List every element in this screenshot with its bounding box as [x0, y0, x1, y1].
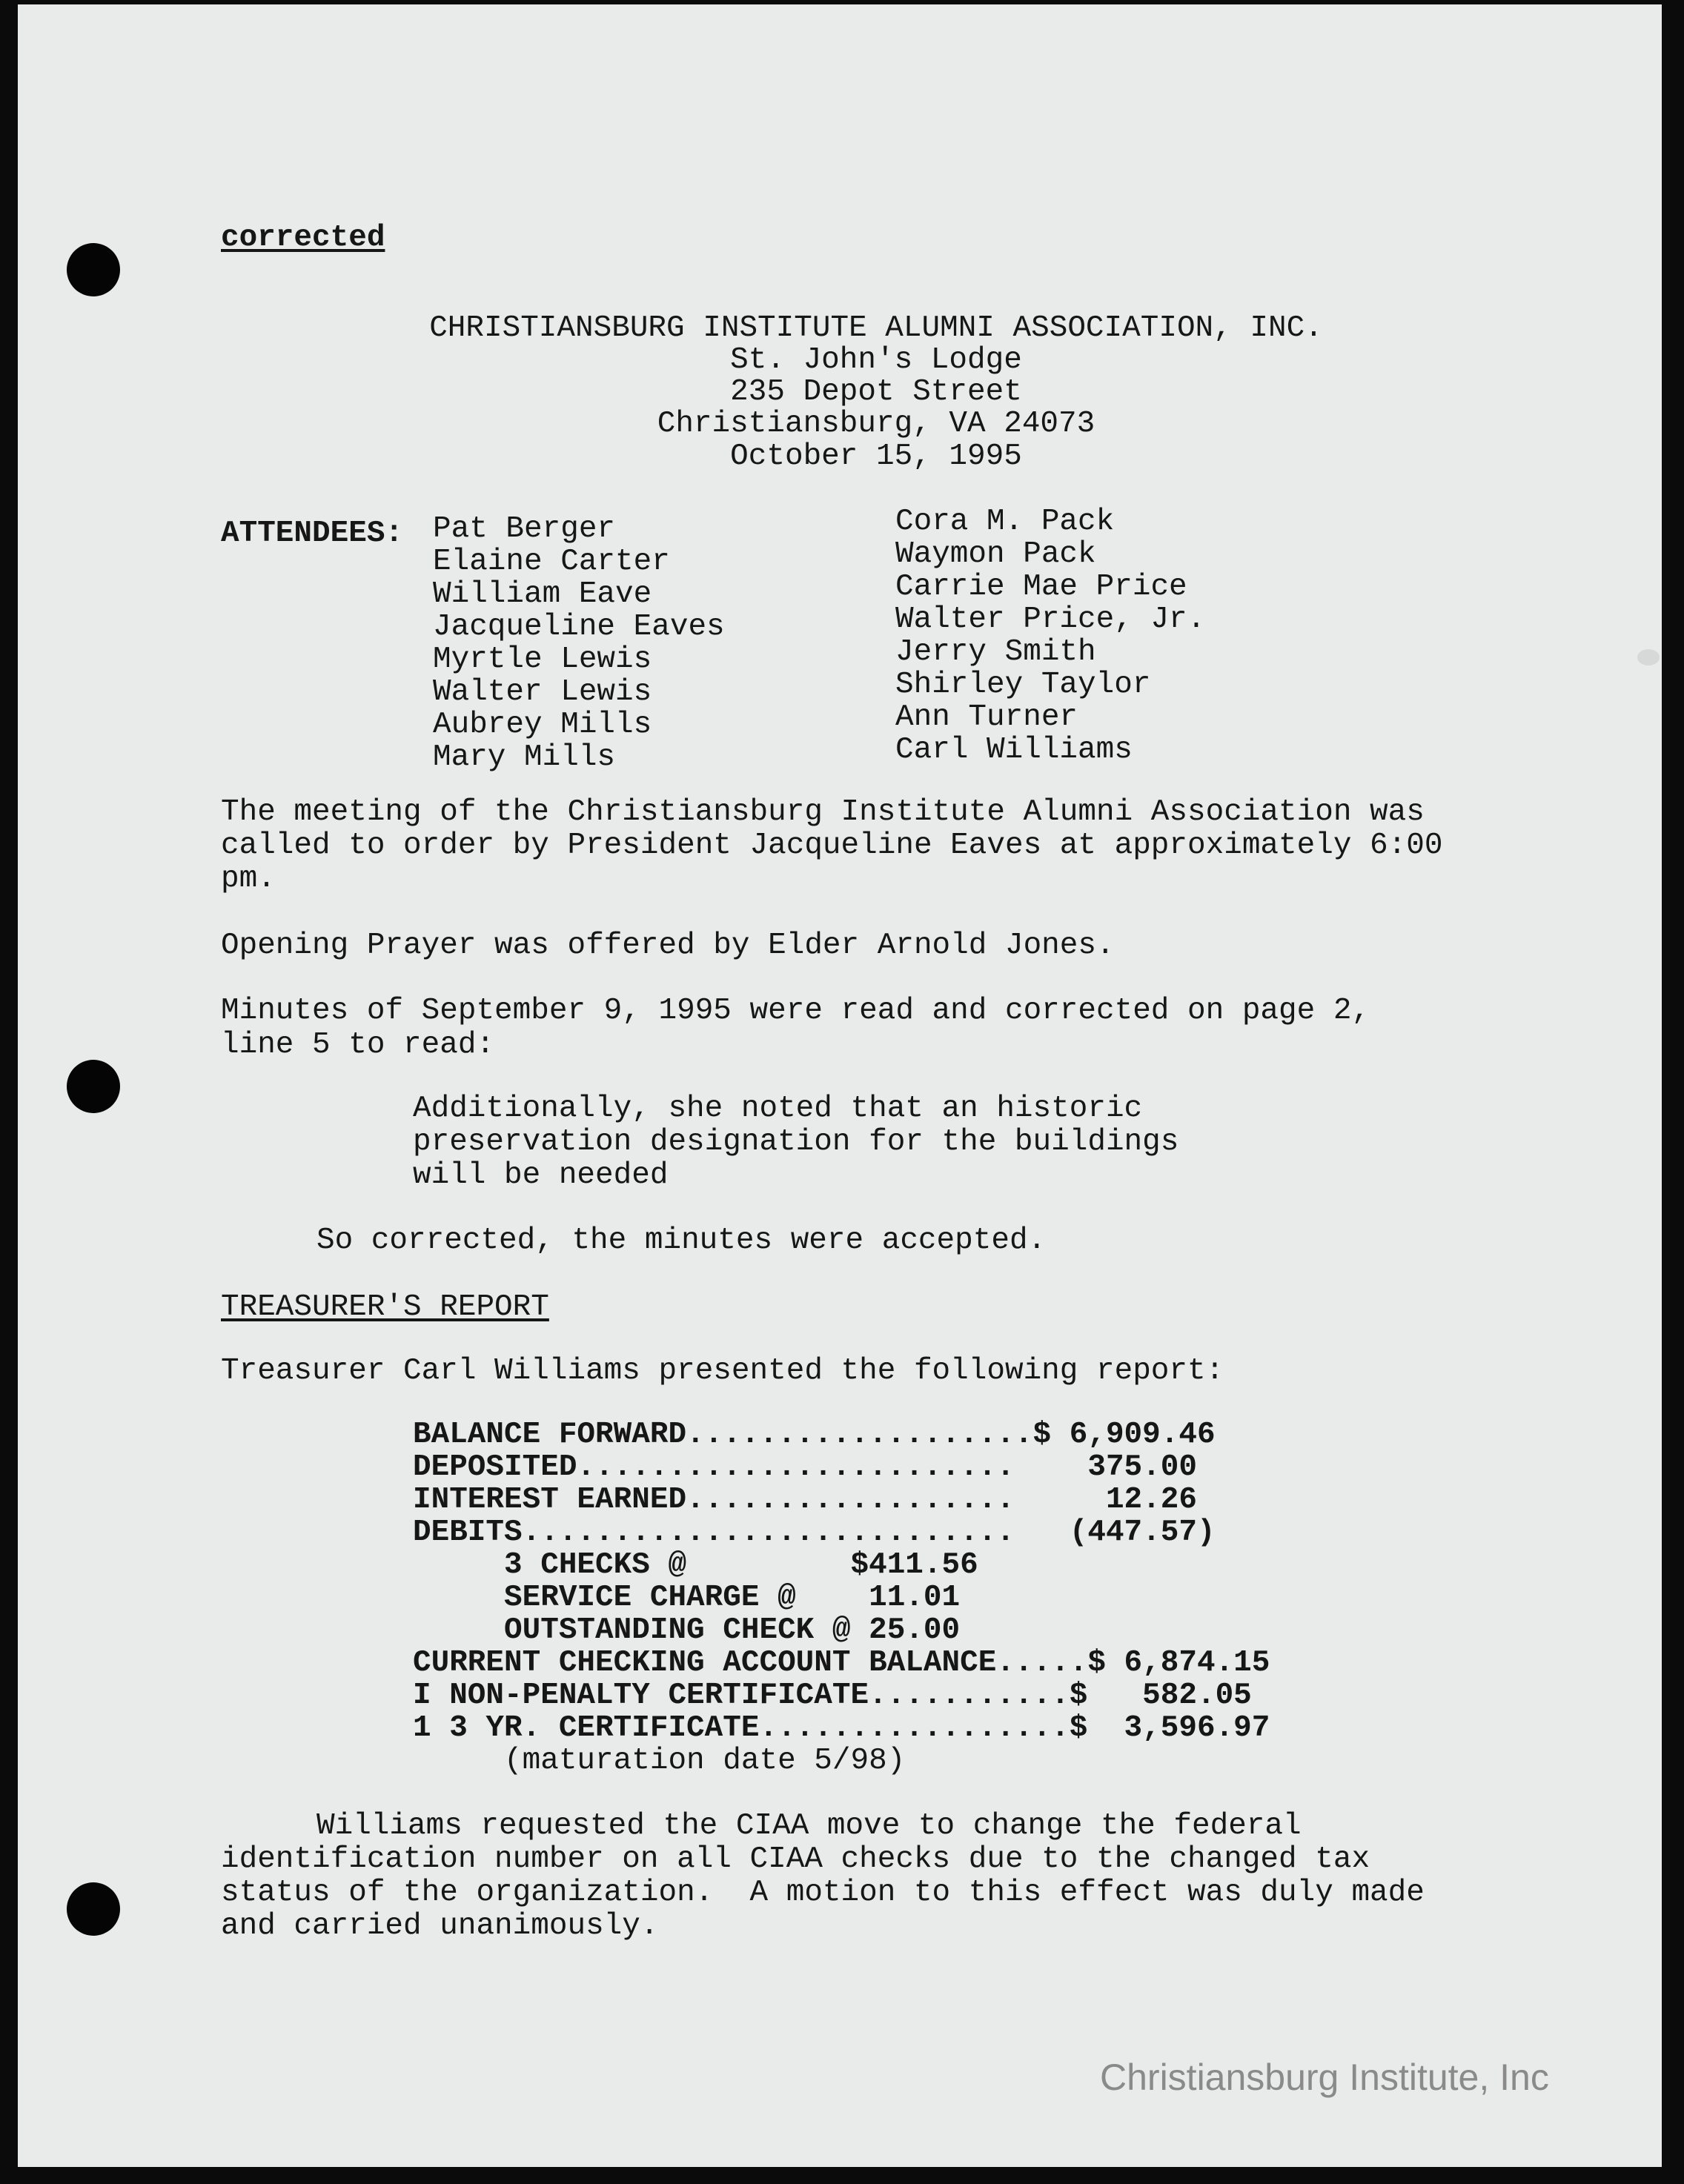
- minutes-line: line 5 to read:: [221, 1028, 495, 1062]
- report-line: 3 CHECKS @ $411.56: [413, 1548, 978, 1582]
- report-line: INTEREST EARNED.................. 12.26: [413, 1483, 1197, 1517]
- treasurer-heading: TREASURER'S REPORT: [221, 1290, 549, 1324]
- report-line: SERVICE CHARGE @ 11.01: [413, 1581, 961, 1615]
- call-to-order-line: The meeting of the Christiansburg Institute Alumni Association was: [221, 795, 1425, 829]
- report-line: BALANCE FORWARD...................$ 6,909.46: [413, 1418, 1216, 1452]
- minutes-accepted: So corrected, the minutes were accepted.: [316, 1224, 1047, 1258]
- attendee-name: Ann Turner: [895, 700, 1078, 734]
- paper-smudge: [1637, 649, 1660, 666]
- org-title: CHRISTIANSBURG INSTITUTE ALUMNI ASSOCIATION, INC.: [429, 311, 1323, 345]
- attendee-name: Waymon Pack: [895, 537, 1096, 571]
- quoted-correction-line: Additionally, she noted that an historic: [413, 1092, 1143, 1126]
- closing-line: Williams requested the CIAA move to change the federal: [316, 1809, 1302, 1843]
- watermark: Christiansburg Institute, Inc: [1100, 2057, 1549, 2098]
- treasurer-intro: Treasurer Carl Williams presented the following report:: [221, 1354, 1224, 1388]
- attendee-name: Jerry Smith: [895, 635, 1096, 669]
- quoted-correction-line: preservation designation for the buildings: [413, 1125, 1179, 1159]
- document-page: [18, 4, 1662, 2167]
- attendee-name: Walter Lewis: [433, 675, 652, 709]
- report-line: 1 3 YR. CERTIFICATE.................$ 3,596.97: [413, 1711, 1270, 1745]
- corrected-mark: corrected: [221, 221, 385, 255]
- report-line: OUTSTANDING CHECK @ 25.00: [413, 1613, 961, 1647]
- closing-line: and carried unanimously.: [221, 1909, 659, 1943]
- attendee-name: Cora M. Pack: [895, 505, 1115, 539]
- binder-hole-bottom: [67, 1882, 120, 1936]
- quoted-correction-line: will be needed: [413, 1158, 669, 1192]
- closing-line: identification number on all CIAA checks due to the changed tax: [221, 1842, 1370, 1876]
- report-line: DEBITS........................... (447.57): [413, 1516, 1216, 1550]
- attendees-label: ATTENDEES:: [221, 517, 404, 551]
- minutes-line: Minutes of September 9, 1995 were read and corrected on page 2,: [221, 994, 1370, 1028]
- attendee-name: Carl Williams: [895, 733, 1133, 767]
- venue: St. John's Lodge: [730, 343, 1022, 377]
- meeting-date: October 15, 1995: [730, 439, 1022, 474]
- attendee-name: Walter Price, Jr.: [895, 603, 1206, 637]
- attendee-name: Myrtle Lewis: [433, 643, 652, 677]
- attendee-name: Jacqueline Eaves: [433, 610, 725, 644]
- report-line: (maturation date 5/98): [413, 1744, 906, 1778]
- street-address: 235 Depot Street: [730, 375, 1022, 409]
- attendee-name: Elaine Carter: [433, 545, 670, 579]
- city-address: Christiansburg, VA 24073: [657, 407, 1095, 441]
- attendee-name: William Eave: [433, 577, 652, 611]
- attendee-name: Pat Berger: [433, 512, 616, 546]
- attendee-name: Mary Mills: [433, 740, 616, 774]
- report-line: DEPOSITED........................ 375.00: [413, 1450, 1197, 1484]
- attendee-name: Aubrey Mills: [433, 708, 652, 742]
- call-to-order-line: called to order by President Jacqueline Eaves at approximately 6:00: [221, 829, 1443, 863]
- opening-prayer: Opening Prayer was offered by Elder Arnold Jones.: [221, 929, 1115, 963]
- closing-line: status of the organization. A motion to this effect was duly made: [221, 1876, 1425, 1910]
- attendee-name: Shirley Taylor: [895, 668, 1151, 702]
- attendee-name: Carrie Mae Price: [895, 570, 1187, 604]
- call-to-order-line: pm.: [221, 862, 276, 896]
- report-line: CURRENT CHECKING ACCOUNT BALANCE.....$ 6,874.15: [413, 1646, 1270, 1680]
- report-line: I NON-PENALTY CERTIFICATE...........$ 582.05: [413, 1679, 1252, 1713]
- binder-hole-middle: [67, 1060, 120, 1113]
- binder-hole-top: [67, 243, 120, 296]
